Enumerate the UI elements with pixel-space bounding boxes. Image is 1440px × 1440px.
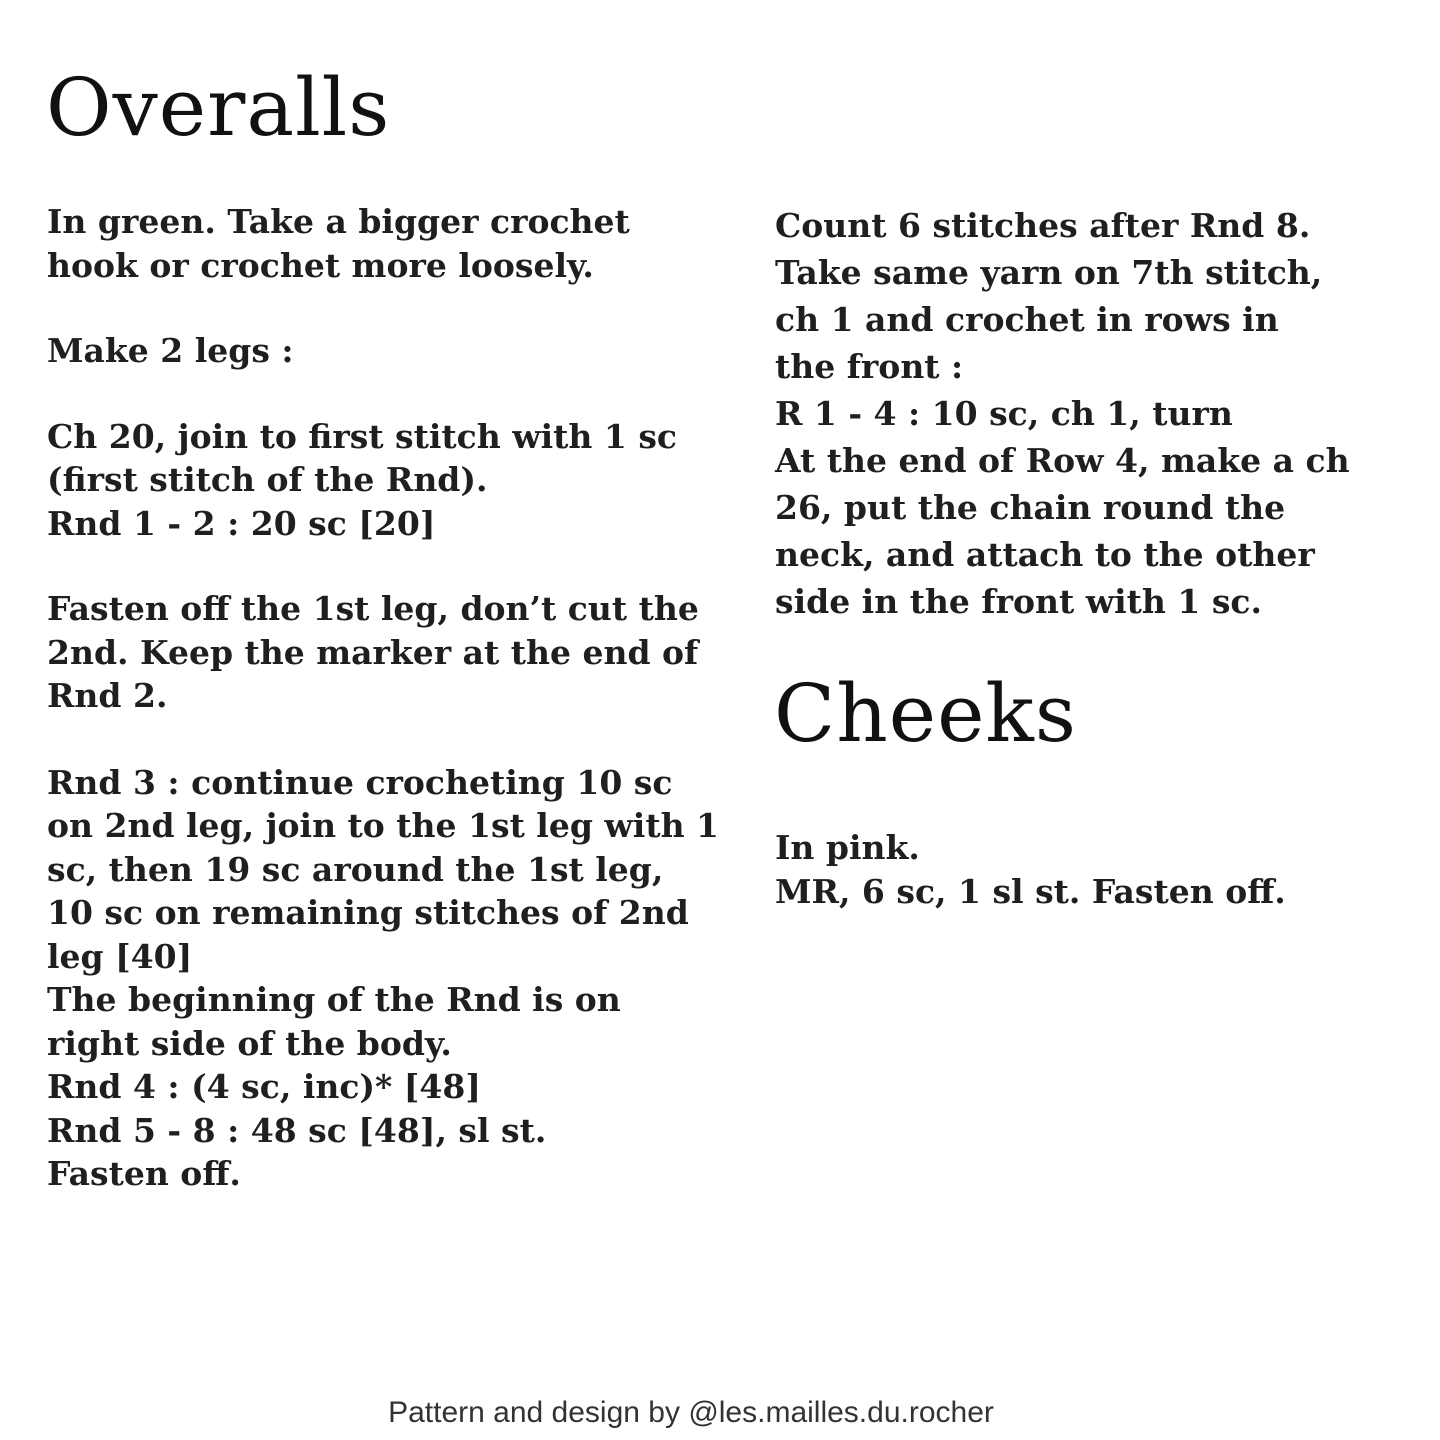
instruction-line: the front : [775,347,964,386]
instruction-line: neck, and attach to the other [775,535,1315,574]
instruction-line: 26, put the chain round the [775,488,1286,527]
instruction-line: Make 2 legs : [47,331,294,370]
instruction-line: Rnd 1 - 2 : 20 sc [20] [47,503,436,543]
instruction-line: hook or crochet more loosely. [47,245,594,285]
pattern-credit: Pattern and design by @les.mailles.du.rocher [388,1396,994,1429]
instruction-line: Ch 20, join to first stitch with 1 sc [47,416,678,456]
instruction-line: Count 6 stitches after Rnd 8. [775,206,1311,245]
instruction-line: ch 1 and crochet in rows in [775,300,1279,339]
instruction-line: Fasten off. [47,1154,241,1193]
overalls-title: Overalls [46,61,391,154]
cheeks-instructions [775,826,1415,913]
instruction-line: At the end of Row 4, make a ch [775,441,1350,480]
instruction-line: Take same yarn on 7th stitch, [775,253,1323,292]
instruction-line: sc, then 19 sc around the 1st leg, [47,849,664,889]
cheeks-title: Cheeks [774,667,1077,760]
instruction-line: 10 sc on remaining stitches of 2nd [47,893,689,932]
instruction-line: right side of the body. [47,1023,452,1063]
instruction-line: Rnd 5 - 8 : 48 sc [48], sl st. [47,1110,547,1150]
instruction-line: Rnd 4 : (4 sc, inc)* [48] [47,1067,481,1106]
instruction-line: Rnd 3 : continue crocheting 10 sc [47,762,673,802]
instruction-line: leg [40] [47,936,193,976]
instruction-line: Fasten off the 1st leg, don’t cut the [47,589,699,628]
overalls-instructions-left [47,200,727,1196]
instruction-line: side in the front with 1 sc. [775,582,1263,621]
instruction-line: MR, 6 sc, 1 sl st. Fasten off. [775,871,1286,911]
instruction-line: The beginning of the Rnd is on [47,980,621,1019]
instruction-line: In pink. [775,828,920,867]
instruction-line: Rnd 2. [47,676,168,715]
instruction-line: (first stitch of the Rnd). [47,460,488,499]
instruction-line: R 1 - 4 : 10 sc, ch 1, turn [775,394,1233,433]
instruction-line: on 2nd leg, join to the 1st leg with 1 [47,806,720,845]
instruction-line: 2nd. Keep the marker at the end of [47,632,699,672]
overalls-instructions-right [775,202,1415,625]
instruction-line: In green. Take a bigger crochet [47,202,630,241]
